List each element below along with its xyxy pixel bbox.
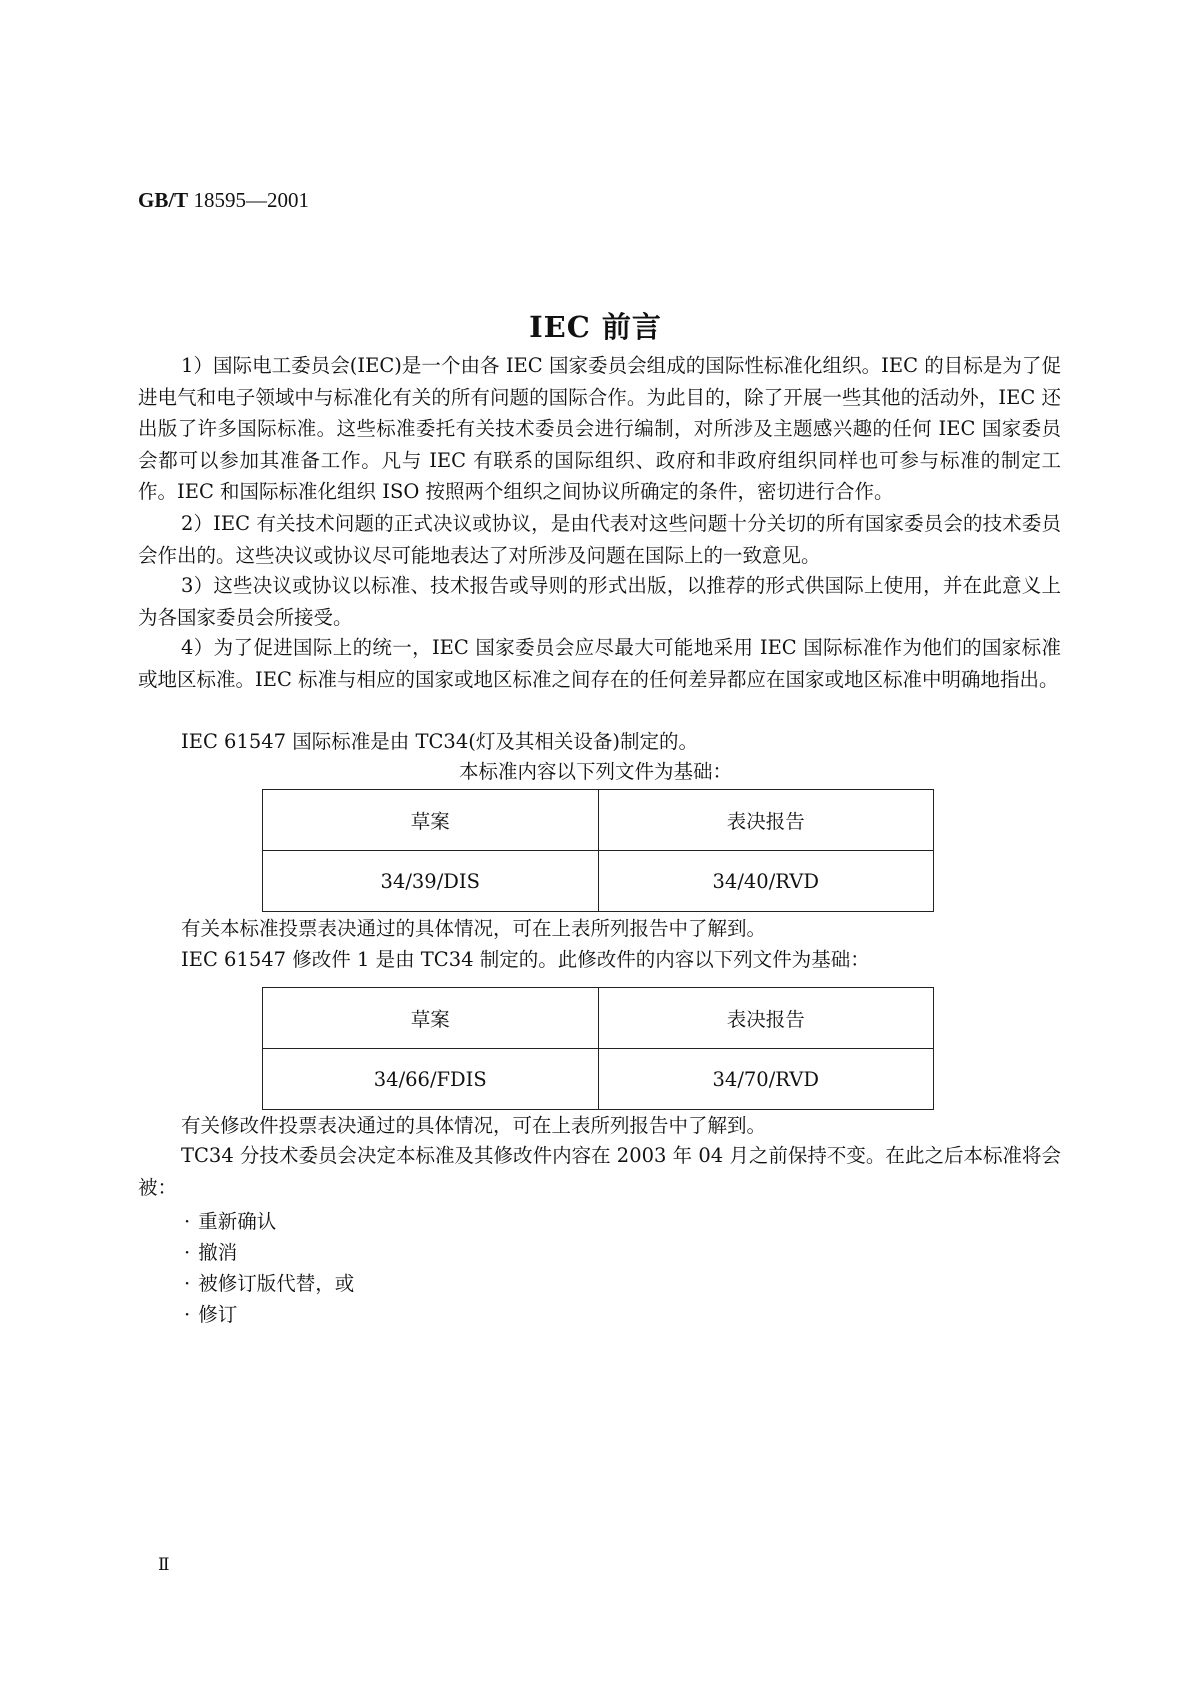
- list-item: · 重新确认: [184, 1210, 277, 1233]
- table-header-vote-report: 表决报告: [598, 988, 934, 1049]
- bullet-icon: ·: [184, 1210, 191, 1233]
- bullet-icon: ·: [184, 1241, 191, 1264]
- paragraph-stability: TC34 分技术委员会决定本标准及其修改件内容在 2003 年 04 月之前保持不变。在此之后本标准将会被：: [138, 1144, 1061, 1199]
- table-cell-draft: 34/66/FDIS: [263, 1049, 599, 1110]
- paragraph-origin: IEC 61547 国际标准是由 TC34(灯及其相关设备)制定的。: [181, 730, 698, 753]
- table-cell-vote-report: 34/70/RVD: [598, 1049, 934, 1110]
- table-header-draft: 草案: [263, 988, 599, 1049]
- documents-table-1: [262, 789, 934, 912]
- table-cell-draft: 34/39/DIS: [263, 851, 599, 912]
- standard-code: GB/T: [138, 188, 189, 212]
- bullet-icon: ·: [184, 1303, 191, 1326]
- table1-caption: 本标准内容以下列文件为基础：: [458, 760, 732, 783]
- table-row: [263, 1049, 934, 1110]
- list-item: · 修订: [184, 1303, 238, 1326]
- table-header-vote-report: 表决报告: [598, 790, 934, 851]
- paragraph-after-table2: 有关修改件投票表决通过的具体情况，可在上表所列报告中了解到。: [181, 1114, 767, 1137]
- paragraph-3: 3）这些决议或协议以标准、技术报告或导则的形式出版，以推荐的形式供国际上使用，并在此意义上为各国家委员会所接受。: [138, 574, 1061, 629]
- standard-number: 18595—2001: [193, 188, 309, 212]
- bullet-icon: ·: [184, 1272, 191, 1295]
- paragraph-1: 1）国际电工委员会(IEC)是一个由各 IEC 国家委员会组成的国际性标准化组织。IEC 的目标是为了促进电气和电子领域中与标准化有关的所有问题的国际合作。为此目的，除了开展一些其他的活动外，IEC 还出版了许多国际标准。这些标准委托有关技术委员会进行编制，对所涉及主题感兴趣的任何 IEC 国家委员会都可以参加其准备工作。凡与 IEC 有联系的国际组织、政府和非政府组织同样也可参与标准的制定工作。IEC 和国际标准化组织 ISO 按照两个组织之间协议所确定的条件，密切进行合作。: [138, 354, 1061, 503]
- document-header: [138, 188, 309, 213]
- documents-table-2: [262, 987, 934, 1110]
- page-title: IEC 前言: [529, 310, 662, 344]
- paragraph-4: 4）为了促进国际上的统一，IEC 国家委员会应尽最大可能地采用 IEC 国际标准作为他们的国家标准或地区标准。IEC 标准与相应的国家或地区标准之间存在的任何差异都应在国家或地区标准中明确地指出。: [138, 636, 1061, 691]
- paragraph-2: 2）IEC 有关技术问题的正式决议或协议，是由代表对这些问题十分关切的所有国家委员会的技术委员会作出的。这些决议或协议尽可能地表达了对所涉及问题在国际上的一致意见。: [138, 512, 1061, 567]
- table-header-row: [263, 790, 934, 851]
- table-header-row: [263, 988, 934, 1049]
- table-row: [263, 851, 934, 912]
- table-cell-vote-report: 34/40/RVD: [598, 851, 934, 912]
- paragraph-after-table1: 有关本标准投票表决通过的具体情况，可在上表所列报告中了解到。: [181, 917, 767, 940]
- paragraph-amendment: IEC 61547 修改件 1 是由 TC34 制定的。此修改件的内容以下列文件为基础：: [181, 948, 870, 971]
- table-header-draft: 草案: [263, 790, 599, 851]
- list-item: · 撤消: [184, 1241, 238, 1264]
- list-item: · 被修订版代替，或: [184, 1272, 355, 1295]
- page-number: Ⅱ: [158, 1555, 170, 1575]
